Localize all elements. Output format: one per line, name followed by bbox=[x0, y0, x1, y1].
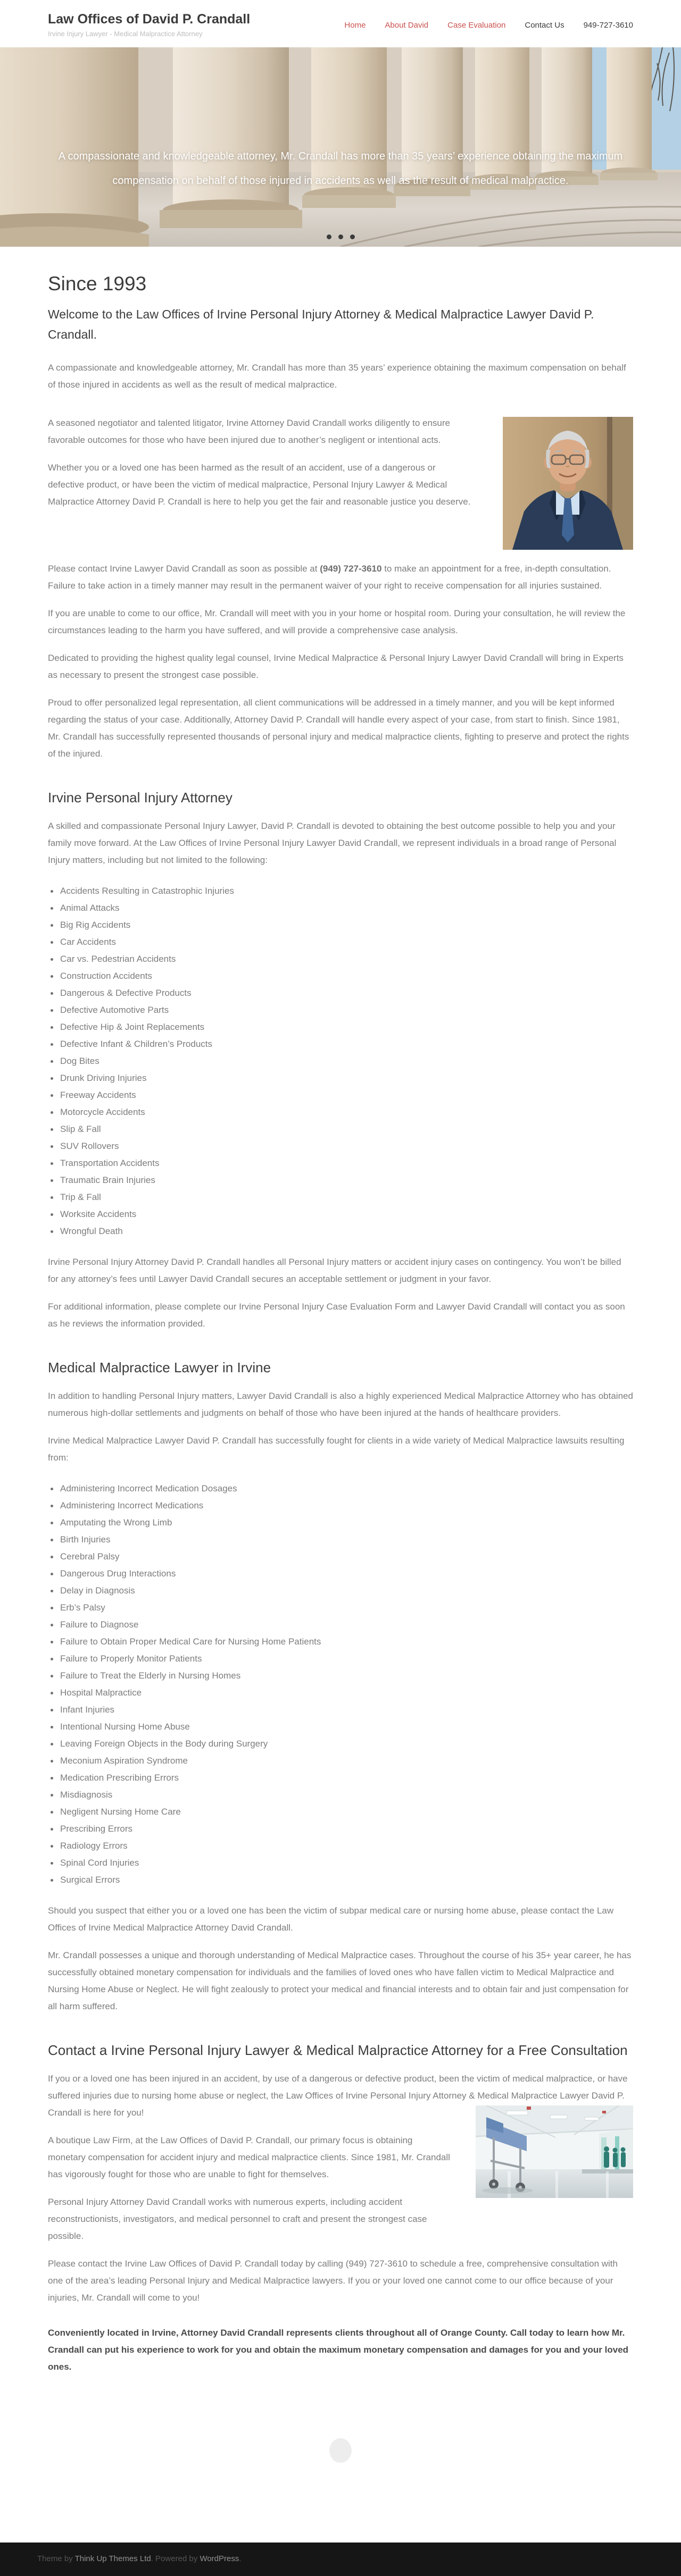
list-item: Misdiagnosis bbox=[51, 1786, 633, 1803]
list-item: Worksite Accidents bbox=[51, 1206, 633, 1223]
list-item: Defective Automotive Parts bbox=[51, 1002, 633, 1019]
slider-dot[interactable] bbox=[350, 234, 355, 239]
list-item: Infant Injuries bbox=[51, 1701, 633, 1718]
list-item: Meconium Aspiration Syndrome bbox=[51, 1752, 633, 1769]
site-tagline: Irvine Injury Lawyer - Medical Malpractice Attorney bbox=[48, 30, 203, 38]
pi-intro-paragraph: A skilled and compassionate Personal Injury Lawyer, David P. Crandall is devoted to obtaining the best outcome possible to help you and your family move forward. At the Law Offices of Irvine Personal Injury Lawyer David Crandall, we represent individuals in a broad range of Personal Injury matters, including but not limited to the following: bbox=[48, 821, 617, 865]
attorney-photo bbox=[503, 417, 633, 550]
list-item: Spinal Cord Injuries bbox=[51, 1855, 633, 1872]
section-heading-personal-injury: Irvine Personal Injury Attorney bbox=[48, 790, 232, 805]
hero-slider bbox=[0, 47, 681, 247]
list-item: Hospital Malpractice bbox=[51, 1684, 633, 1701]
list-item: Accidents Resulting in Catastrophic Injuries bbox=[51, 883, 633, 900]
contact-section bbox=[48, 2070, 633, 2306]
list-item: Trip & Fall bbox=[51, 1189, 633, 1206]
list-item: Erb’s Palsy bbox=[51, 1599, 633, 1616]
list-item: Motorcycle Accidents bbox=[51, 1104, 633, 1121]
welcome-subheading: Welcome to the Law Offices of Irvine Personal Injury Attorney & Medical Malpractice Lawyer David P. Crandall. bbox=[48, 307, 594, 341]
list-item: Radiology Errors bbox=[51, 1837, 633, 1855]
list-item: Car vs. Pedestrian Accidents bbox=[51, 951, 633, 968]
list-item: SUV Rollovers bbox=[51, 1138, 633, 1155]
list-item: Amputating the Wrong Limb bbox=[51, 1514, 633, 1531]
footer-text: Theme by bbox=[37, 2554, 75, 2563]
list-item: Leaving Foreign Objects in the Body during Surgery bbox=[51, 1735, 633, 1752]
hospital-photo bbox=[476, 2105, 633, 2198]
list-item: Failure to Treat the Elderly in Nursing Homes bbox=[51, 1667, 633, 1684]
list-item: Animal Attacks bbox=[51, 900, 633, 917]
list-item: Failure to Diagnose bbox=[51, 1616, 633, 1633]
list-item: Dog Bites bbox=[51, 1053, 633, 1070]
about-paragraph: Whether you or a loved one has been harmed as the result of an accident, use of a dangerous or defective product, or have been the victim of medical malpractice, Personal Injury Lawyer & Medical Malpractice Attorney David P. Crandall is here to help you get the fair and reasonable justice you deserve. bbox=[48, 463, 471, 507]
list-item: Dangerous & Defective Products bbox=[51, 985, 633, 1002]
phone-number: (949) 727-3610 bbox=[320, 564, 382, 574]
list-item: Transportation Accidents bbox=[51, 1155, 633, 1172]
list-item: Defective Hip & Joint Replacements bbox=[51, 1019, 633, 1036]
hero-pagination bbox=[0, 234, 681, 239]
contact-paragraph: If you or a loved one has been injured in an accident, by use of a dangerous or defective product, been the victim of medical malpractice, or have suffered injuries due to nursing home abuse or neglect, the Law Offices of Irvine Personal Injury Attorney & Medical Malpractice Lawyer David P. Crandall is here for you! bbox=[48, 2074, 628, 2118]
medical-malpractice-list bbox=[51, 1480, 633, 1889]
list-item: Slip & Fall bbox=[51, 1121, 633, 1138]
footer-text: . bbox=[239, 2554, 242, 2563]
list-item: Wrongful Death bbox=[51, 1223, 633, 1240]
list-item: Intentional Nursing Home Abuse bbox=[51, 1718, 633, 1735]
dedicated-paragraph: Dedicated to providing the highest quality legal counsel, Irvine Medical Malpractice & Personal Injury Lawyer David Crandall will bring in Experts as necessary to present the strongest case possible. bbox=[48, 653, 624, 680]
footer-text: . Powered by bbox=[151, 2554, 200, 2563]
office-paragraph: If you are unable to come to our office, Mr. Crandall will meet with you in your home or hospital room. During your consultation, he will review the circumstances leading to the harm you have suffered, and will provide a comprehensive case analysis. bbox=[48, 608, 626, 635]
list-item: Car Accidents bbox=[51, 934, 633, 951]
mm-paragraph: Irvine Medical Malpractice Lawyer David P. Crandall has successfully fought for clients in a wide variety of Medical Malpractice lawsuits resulting from: bbox=[48, 1436, 625, 1463]
contact-paragraph: A boutique Law Firm, at the Law Offices of David P. Crandall, our primary focus is obtaining monetary compensation for accident injury and medical malpractice clients. Since 1981, Mr. Crandall has vigorously fought for those who are unable to fight for themselves. bbox=[48, 2135, 450, 2179]
list-item: Delay in Diagnosis bbox=[51, 1582, 633, 1599]
site-title[interactable]: Law Offices of David P. Crandall bbox=[48, 12, 251, 27]
list-item: Construction Accidents bbox=[51, 968, 633, 985]
nav-link-about-david[interactable]: About David bbox=[385, 20, 429, 30]
nav-link-phone[interactable]: 949-727-3610 bbox=[583, 20, 633, 30]
list-item: Defective Infant & Children’s Products bbox=[51, 1036, 633, 1053]
list-item: Negligent Nursing Home Care bbox=[51, 1803, 633, 1820]
scroll-top-placeholder bbox=[329, 2438, 352, 2463]
list-item: Administering Incorrect Medication Dosages bbox=[51, 1480, 633, 1497]
nav-link-case-evaluation[interactable]: Case Evaluation bbox=[447, 20, 506, 30]
call-paragraph bbox=[48, 560, 633, 594]
page-title: Since 1993 bbox=[48, 273, 147, 295]
site-header bbox=[0, 0, 681, 47]
footer-theme-link[interactable]: Think Up Themes Ltd bbox=[74, 2554, 151, 2563]
list-item: Big Rig Accidents bbox=[51, 917, 633, 934]
list-item: Failure to Properly Monitor Patients bbox=[51, 1650, 633, 1667]
list-item: Administering Incorrect Medications bbox=[51, 1497, 633, 1514]
list-item: Drunk Driving Injuries bbox=[51, 1070, 633, 1087]
list-item: Medication Prescribing Errors bbox=[51, 1769, 633, 1786]
personal-injury-list bbox=[51, 883, 633, 1240]
about-row bbox=[48, 404, 633, 550]
list-item: Failure to Obtain Proper Medical Care for Nursing Home Patients bbox=[51, 1633, 633, 1650]
closing-statement: Conveniently located in Irvine, Attorney David Crandall represents clients throughout all of Orange County. Call today to learn how Mr. Crandall can put his experience to work for you and obtain the maximum monetary compensation and damages for you and your loved ones. bbox=[48, 2328, 629, 2372]
about-paragraph: A seasoned negotiator and talented litigator, Irvine Attorney David Crandall works diligently to ensure favorable outcomes for those who have been injured due to another’s negligent or intentional acts. bbox=[48, 418, 451, 445]
proud-paragraph: Proud to offer personalized legal representation, all client communications will be addressed in a timely manner, and you will be kept informed regarding the status of your case. Additionally, Attorney David P. Crandall will handle every aspect of your case, from start to finish. Since 1981, Mr. Crandall has successfully represented thousands of personal injury and medical malpractice clients, fighting to preserve and protect the rights of the injured. bbox=[48, 698, 629, 759]
list-item: Cerebral Palsy bbox=[51, 1548, 633, 1565]
mm-paragraph: In addition to handling Personal Injury matters, Lawyer David Crandall is also a highly experienced Medical Malpractice Attorney who has obtained numerous high-dollar settlements and judgments on behalf of those who have been injured at the hands of healthcare providers. bbox=[48, 1391, 633, 1418]
slider-dot[interactable] bbox=[327, 234, 331, 239]
contact-paragraph: Personal Injury Attorney David Crandall works with numerous experts, including accident reconstructionists, investigators, and medical personnel to craft and present the strongest case possible. bbox=[48, 2197, 427, 2241]
main-nav bbox=[344, 17, 633, 34]
call-paragraph-text: Please contact Irvine Lawyer David Crandall as soon as possible at bbox=[48, 564, 320, 574]
hero-slide-caption: A compassionate and knowledgeable attorney, Mr. Crandall has more than 35 years’ experience obtaining the maximum compensation on behalf of those injured in accidents as well as the result of medical malpractice. bbox=[58, 150, 623, 187]
site-footer bbox=[0, 2543, 681, 2576]
list-item: Traumatic Brain Injuries bbox=[51, 1172, 633, 1189]
slider-dot[interactable] bbox=[338, 234, 343, 239]
mm-paragraph: Mr. Crandall possesses a unique and thorough understanding of Medical Malpractice cases. Throughout the course of his 35+ year career, he has successfully obtained monetary compensation for individuals and the families of loved ones who have fallen victim to Medical Malpractice and Nursing Home Abuse or Neglect. He will fight zealously to protect your medical and financial interests and to obtain fair and just compensation for all harm suffered. bbox=[48, 1950, 632, 2011]
list-item: Freeway Accidents bbox=[51, 1087, 633, 1104]
footer-wordpress-link[interactable]: WordPress bbox=[200, 2554, 239, 2563]
section-heading-contact: Contact a Irvine Personal Injury Lawyer & Medical Malpractice Attorney for a Free Consultation bbox=[48, 2042, 628, 2058]
contact-paragraph: Please contact the Irvine Law Offices of David P. Crandall today by calling (949) 727-3610 to schedule a free, comprehensive consultation with one of the area’s leading Personal Injury and Medical Malpractice lawyers. If you or your loved one cannot come to our office because of your injuries, Mr. Crandall will come to you! bbox=[48, 2259, 618, 2303]
pi-paragraph: For additional information, please complete our Irvine Personal Injury Case Evaluation Form and Lawyer David Crandall will contact you as soon as he reviews the information provided. bbox=[48, 1302, 625, 1329]
intro-paragraph: A compassionate and knowledgeable attorney, Mr. Crandall has more than 35 years’ experience obtaining the maximum compensation on behalf of those injured in accidents as well as the result of medical malpractice. bbox=[48, 363, 626, 390]
list-item: Surgical Errors bbox=[51, 1872, 633, 1889]
pi-paragraph: Irvine Personal Injury Attorney David P. Crandall handles all Personal Injury matters or accident injury cases on contingency. You won’t be billed for any attorney’s fees until Lawyer David Crandall secures an acceptable settlement or judgment in your favor. bbox=[48, 1257, 621, 1284]
section-heading-medical-malpractice: Medical Malpractice Lawyer in Irvine bbox=[48, 1360, 271, 1375]
nav-link-home[interactable]: Home bbox=[344, 20, 366, 30]
branding[interactable] bbox=[48, 12, 250, 39]
nav-link-contact-us[interactable]: Contact Us bbox=[525, 20, 564, 30]
list-item: Prescribing Errors bbox=[51, 1820, 633, 1837]
mm-paragraph: Should you suspect that either you or a loved one has been the victim of subpar medical care or nursing home abuse, please contact the Law Offices of Irvine Medical Malpractice Attorney David Crandall. bbox=[48, 1906, 614, 1933]
list-item: Dangerous Drug Interactions bbox=[51, 1565, 633, 1582]
list-item: Birth Injuries bbox=[51, 1531, 633, 1548]
call-paragraph-text: to make an appointment for a free, in-depth consultation. Failure to take action in a timely manner may result in the permanent waiver of your right to receive compensation for all injuries sustained. bbox=[48, 564, 611, 591]
